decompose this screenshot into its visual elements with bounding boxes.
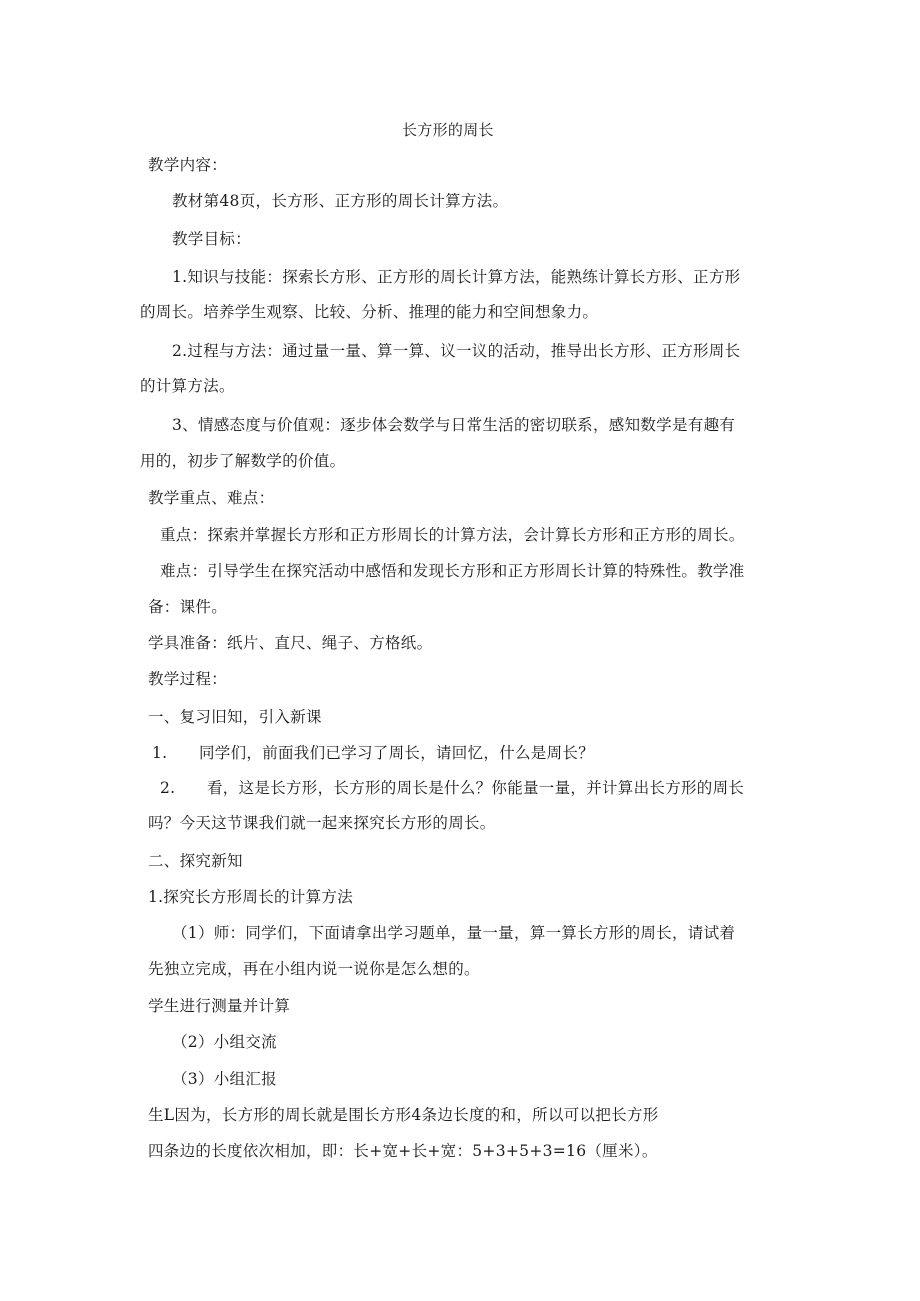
paragraph-line: 教学内容： [148, 156, 228, 174]
paragraph-line: （2）小组交流 [172, 1033, 277, 1051]
paragraph-line: （3）小组汇报 [172, 1070, 277, 1088]
list-item: 1. 同学们，前面我们已学习了周长，请回忆，什么是周长？ [152, 744, 594, 762]
paragraph-line: 教学重点、难点： [148, 489, 275, 507]
paragraph-line: 教学目标： [172, 230, 252, 248]
paragraph-line: 1.知识与技能：探索长方形、正方形的周长计算方法，能熟练计算长方形、正方形 [172, 268, 741, 286]
paragraph-line: 学具准备：纸片、直尺、绳子、方格纸。 [148, 634, 433, 652]
paragraph-line: 四条边的长度依次相加，即：长+宽+长+宽：5+3+5+3=16（厘米）。 [148, 1142, 658, 1160]
paragraph-line: （1）师：同学们，下面请拿出学习题单，量一量，算一算长方形的周长，请试着 [172, 924, 736, 942]
paragraph-line: 难点：引导学生在探究活动中感悟和发现长方形和正方形周长计算的特殊性。教学准 [160, 562, 745, 580]
subsection-heading: 1.探究长方形周长的计算方法 [148, 888, 353, 906]
paragraph-line: 吗？今天这节课我们就一起来探究长方形的周长。 [148, 814, 496, 832]
section-heading: 二、探究新知 [148, 852, 243, 870]
paragraph-line: 生L因为，长方形的周长就是围长方形4条边长度的和，所以可以把长方形 [148, 1106, 659, 1124]
paragraph-line: 2.过程与方法：通过量一量、算一算、议一议的活动，推导出长方形、正方形周长 [172, 342, 741, 360]
paragraph-line: 学生进行测量并计算 [148, 997, 291, 1015]
paragraph-line: 的计算方法。 [140, 377, 235, 395]
paragraph-line: 备：课件。 [148, 598, 228, 616]
paragraph-line: 3、情感态度与价值观：逐步体会数学与日常生活的密切联系，感知数学是有趣有 [172, 416, 736, 434]
section-heading: 一、复习旧知，引入新课 [148, 708, 322, 726]
paragraph-line: 教学过程： [148, 670, 228, 688]
paragraph-line: 重点：探索并掌握长方形和正方形周长的计算方法，会计算长方形和正方形的周长。 [160, 526, 745, 544]
document-title: 长方形的周长 [402, 121, 494, 139]
paragraph-line: 的周长。培养学生观察、比较、分析、推理的能力和空间想象力。 [140, 303, 599, 321]
paragraph-line: 用的，初步了解数学的价值。 [140, 452, 346, 470]
paragraph-line: 先独立完成，再在小组内说一说你是怎么想的。 [148, 960, 480, 978]
list-item: 2. 看，这是长方形，长方形的周长是什么？你能量一量，并计算出长方形的周长 [160, 779, 745, 797]
paragraph-line: 教材第48页，长方形、正方形的周长计算方法。 [172, 192, 509, 210]
